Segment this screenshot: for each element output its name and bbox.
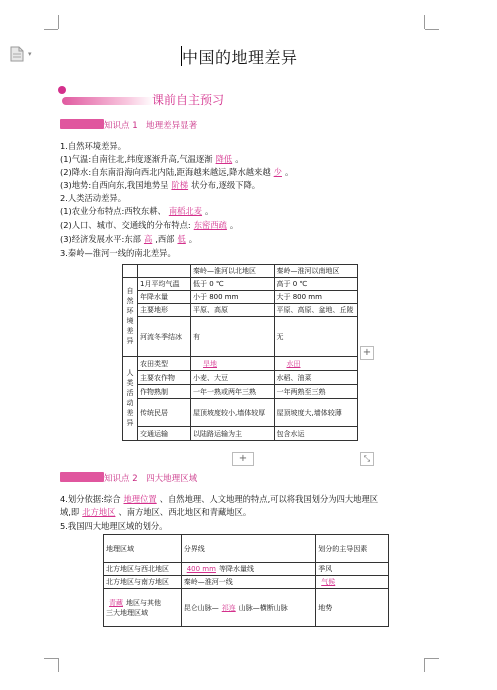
- answer-blank: 青藏: [109, 598, 123, 607]
- table-cell[interactable]: 水稻、油菜: [274, 371, 358, 385]
- table-header-cell[interactable]: 秦岭—淮河以南地区: [274, 265, 358, 278]
- answer-blank: 低: [177, 234, 186, 244]
- q3-heading: 3.秦岭—淮河一线的南北差异。: [60, 248, 176, 258]
- table-cell[interactable]: 大于 800 mm: [274, 291, 358, 304]
- table-cell[interactable]: [123, 265, 138, 278]
- add-row-button[interactable]: +: [232, 452, 254, 466]
- table-cell[interactable]: 小于 800 mm: [191, 291, 275, 304]
- crop-mark-br: [424, 658, 425, 672]
- group-label[interactable]: 人类活动差异: [123, 357, 138, 441]
- section-heading-bar: [62, 97, 154, 105]
- table-cell[interactable]: [138, 265, 191, 278]
- answer-blank: 水田: [286, 359, 301, 368]
- table-cell[interactable]: 秦岭—淮河一线: [181, 576, 316, 589]
- answer-blank: 阶梯: [171, 180, 189, 190]
- answer-blank: 降低: [215, 154, 233, 164]
- table-row: [104, 563, 389, 576]
- table-cell[interactable]: 以陆路运输为主: [191, 427, 275, 441]
- crop-mark-bl-h: [44, 658, 58, 659]
- answer-blank: 气候: [321, 578, 336, 586]
- table-cell[interactable]: 400 mm 等降水量线: [181, 563, 316, 576]
- chevron-down-icon[interactable]: ▾: [28, 50, 32, 58]
- table-cell[interactable]: 北方地区与南方地区: [104, 576, 182, 589]
- table-cell[interactable]: 平原、高原: [191, 304, 275, 317]
- table-cell[interactable]: 低于 0 ℃: [191, 278, 275, 291]
- regions-table[interactable]: [103, 534, 389, 627]
- table-cell[interactable]: 北方地区与西北地区: [104, 563, 182, 576]
- table-cell[interactable]: 传统民居: [138, 399, 191, 427]
- table-cell[interactable]: [316, 576, 389, 589]
- table-row: [123, 265, 358, 278]
- answer-blank: 400 mm: [186, 565, 216, 573]
- answer-blank: 祁连: [221, 603, 236, 612]
- crop-mark-tr: [424, 15, 425, 29]
- q2c-line: (3)经济发展水平:东部 高 ,西部 低 。: [60, 234, 198, 244]
- q4-line: 4.划分依据:综合 地理位置 、自然地理、人文地理的特点,可以将我国划分为四大地理区: [60, 494, 379, 504]
- table-row: [123, 427, 358, 441]
- group-label[interactable]: 自然环境差异: [123, 278, 138, 357]
- section-dots: [58, 86, 66, 94]
- table-cell[interactable]: [274, 357, 358, 371]
- q4-line-2: 域,即 北方地区 、南方地区、西北地区和青藏地区。: [60, 507, 252, 517]
- table-row: [123, 278, 358, 291]
- table-cell[interactable]: 一年两熟至三熟: [274, 385, 358, 399]
- crop-mark-bl: [58, 658, 59, 672]
- table-cell[interactable]: 屋顶坡度较小,墙体较厚: [191, 399, 275, 427]
- crop-mark-tl-h: [44, 29, 58, 30]
- q2b-line: (2)人口、城市、交通线的分布特点: 东密西疏 。: [60, 220, 239, 230]
- table-cell[interactable]: 作物熟制: [138, 385, 191, 399]
- table-header-cell[interactable]: 划分的主导因素: [316, 535, 389, 563]
- answer-blank: 旱地: [203, 359, 217, 368]
- table-row: [104, 576, 389, 589]
- table-cell[interactable]: 无: [274, 317, 358, 357]
- q2-heading: 2.人类活动差异。: [60, 193, 126, 203]
- page-title[interactable]: 中国的地理差异: [182, 48, 298, 67]
- answer-blank: 北方地区: [82, 507, 116, 517]
- crop-mark-tr-h: [425, 29, 439, 30]
- table-cell[interactable]: 高于 0 ℃: [274, 278, 358, 291]
- q2a-line: (1)农业分布特点:西牧东耕、 南稻北麦 。: [60, 206, 214, 216]
- table-cell[interactable]: 年降水量: [138, 291, 191, 304]
- table-cell[interactable]: 农田类型: [138, 357, 191, 371]
- table-cell[interactable]: 小麦、大豆: [191, 371, 275, 385]
- table-row: [123, 385, 358, 399]
- table-cell[interactable]: 1月平均气温: [138, 278, 191, 291]
- document-icon[interactable]: [10, 46, 24, 62]
- crop-mark-br-h: [425, 658, 439, 659]
- answer-blank: 东密西疏: [193, 220, 227, 230]
- table-cell[interactable]: 包含水运: [274, 427, 358, 441]
- q5-heading: 5.我国四大地理区域的划分。: [60, 521, 168, 531]
- table-row: [104, 589, 389, 627]
- table-cell[interactable]: 主要地形: [138, 304, 191, 317]
- table-row: [104, 535, 389, 563]
- table-header-cell[interactable]: 分界线: [181, 535, 316, 563]
- q1a-line: (1)气温:自南往北,纬度逐渐升高,气温逐渐 降低 。: [60, 154, 244, 164]
- answer-blank: 地理位置: [123, 494, 157, 504]
- kp2-bar: [60, 472, 104, 482]
- north-south-table[interactable]: [122, 264, 358, 441]
- answer-blank: 高: [143, 234, 153, 244]
- add-column-button[interactable]: +: [360, 346, 374, 360]
- table-header-cell[interactable]: 地理区域: [104, 535, 182, 563]
- table-cell[interactable]: 昆仑山脉— 祁连 山脉—横断山脉: [181, 589, 316, 627]
- kp1-label: 知识点 1 地理差异显著: [104, 121, 198, 131]
- crop-mark-tl: [58, 15, 59, 29]
- table-cell[interactable]: 屋顶坡度大,墙体较薄: [274, 399, 358, 427]
- kp2-label: 知识点 2 四大地理区域: [104, 474, 198, 484]
- section-heading: 课前自主预习: [152, 93, 225, 107]
- table-cell[interactable]: 地势: [316, 589, 389, 627]
- table-row: [123, 399, 358, 427]
- q1b-line: (2)降水:自东南沿海向西北内陆,距海越来越远,降水越来越 少 。: [60, 167, 294, 177]
- table-cell[interactable]: 青藏 地区与其他 三大地理区域: [104, 589, 182, 627]
- table-row: [123, 371, 358, 385]
- table-cell[interactable]: 交通运输: [138, 427, 191, 441]
- answer-blank: 少: [273, 167, 282, 177]
- table-row: [123, 357, 358, 371]
- resize-table-handle[interactable]: ⤡: [360, 452, 374, 466]
- table-row: [123, 317, 358, 357]
- table-header-cell[interactable]: 秦岭—淮河以北地区: [191, 265, 275, 278]
- kp1-bar: [60, 119, 104, 129]
- table-cell[interactable]: 河流冬季结冰: [138, 317, 191, 357]
- answer-blank: 南稻北麦: [168, 206, 203, 216]
- table-cell[interactable]: 季风: [316, 563, 389, 576]
- table-row: [123, 304, 358, 317]
- table-cell[interactable]: 一年一熟或两年三熟: [191, 385, 275, 399]
- table-cell[interactable]: [191, 357, 275, 371]
- table-cell[interactable]: 平原、高原、盆地、丘陵: [274, 304, 358, 317]
- q1-heading: 1.自然环境差异。: [60, 141, 126, 151]
- table-cell[interactable]: 有: [191, 317, 275, 357]
- table-row: [123, 291, 358, 304]
- table-cell[interactable]: 主要农作物: [138, 371, 191, 385]
- q1c-line: (3)地势:自西向东,我国地势呈 阶梯 状分布,逐级下降。: [60, 180, 261, 190]
